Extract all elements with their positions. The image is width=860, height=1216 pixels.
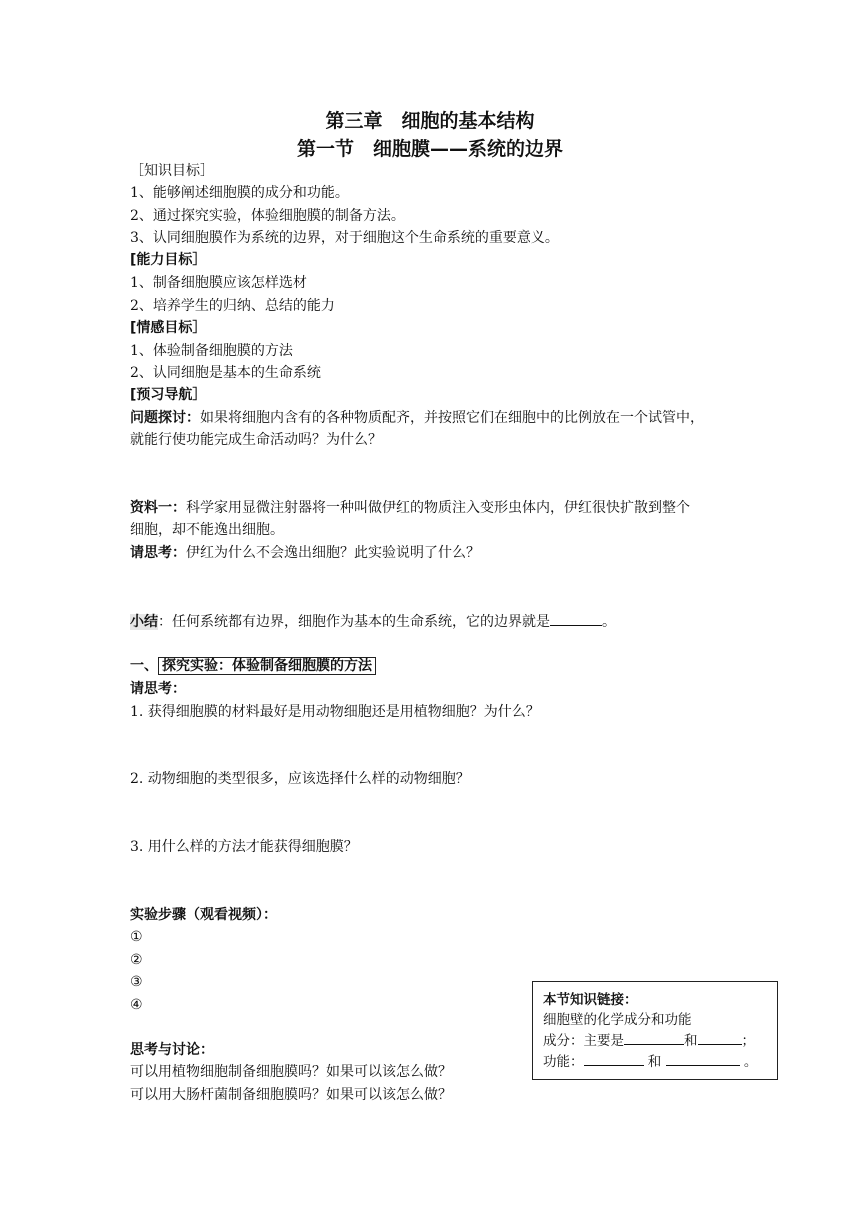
function-blank-2[interactable] [666, 1051, 740, 1066]
section1-heading [130, 657, 376, 675]
composition-and: 和 [684, 1033, 698, 1049]
material-label: 资料一： [130, 500, 186, 516]
knowledge-heading: ［知识目标］ [130, 163, 214, 179]
step-item: ③ [130, 974, 143, 990]
knowledge-item: 3、认同细胞膜作为系统的边界，对于细胞这个生命系统的重要意义。 [130, 230, 559, 246]
think-text: 伊红为什么不会逸出细胞？此实验说明了什么？ [186, 545, 480, 561]
section1-title: 探究实验：体验制备细胞膜的方法 [158, 657, 376, 675]
steps-heading: 实验步骤（观看视频）： [130, 907, 277, 923]
function-label: 功能： [543, 1054, 584, 1070]
discuss-item: 可以用大肠杆菌制备细胞膜吗？如果可以该怎么做？ [130, 1087, 452, 1103]
material-text: 科学家用显微注射器将一种叫做伊红的物质注入变形虫体内，伊红很快扩散到整个 [186, 500, 690, 516]
step-item: ② [130, 952, 143, 968]
summary-label: 小结 [130, 614, 158, 630]
composition-label: 成分：主要是 [543, 1033, 624, 1049]
think-label: 请思考： [130, 545, 186, 561]
link-box-heading: 本节知识链接： [543, 992, 638, 1008]
link-box-line: 细胞壁的化学成分和功能 [543, 1012, 692, 1028]
ability-heading: [能力目标］ [130, 252, 207, 268]
summary-end: 。 [602, 614, 616, 630]
section1-number: 一、 [130, 658, 158, 674]
link-box-composition [543, 1030, 767, 1051]
knowledge-link-box [532, 981, 778, 1080]
discuss-heading: 思考与讨论： [130, 1042, 214, 1058]
question-line-2: 就能行使功能完成生命活动吗？为什么？ [130, 432, 382, 448]
question-label: 问题探讨： [130, 410, 200, 426]
emotion-item: 1、体验制备细胞膜的方法 [130, 343, 293, 359]
material-line-2: 细胞，却不能逸出细胞。 [130, 522, 284, 538]
emotion-item: 2、认同细胞是基本的生命系统 [130, 365, 321, 381]
function-blank-1[interactable] [584, 1051, 644, 1066]
summary-line [130, 611, 616, 631]
section-title: 第一节 细胞膜——系统的边界 [296, 138, 563, 160]
knowledge-item: 2、通过探究实验，体验细胞膜的制备方法。 [130, 208, 405, 224]
link-box-function [543, 1051, 767, 1072]
summary-text: ：任何系统都有边界，细胞作为基本的生命系统，它的边界就是 [158, 614, 550, 630]
summary-blank[interactable] [550, 611, 602, 626]
composition-end: ； [741, 1033, 755, 1049]
chapter-title: 第三章 细胞的基本结构 [325, 110, 535, 132]
question-3: 3. 用什么样的方法才能获得细胞膜？ [130, 839, 358, 855]
section1-think-heading: 请思考： [130, 681, 186, 697]
material-line [130, 499, 690, 517]
step-item: ① [130, 929, 143, 945]
question-2: 2. 动物细胞的类型很多，应该选择什么样的动物细胞？ [130, 771, 470, 787]
ability-item: 1、制备细胞膜应该怎样选材 [130, 275, 307, 291]
emotion-heading: [情感目标］ [130, 320, 207, 336]
function-end: 。 [743, 1054, 758, 1070]
question-text: 如果将细胞内含有的各种物质配齐，并按照它们在细胞中的比例放在一个试管中， [200, 410, 704, 426]
question-line [130, 409, 704, 427]
function-and: 和 [647, 1054, 662, 1070]
question-1: 1. 获得细胞膜的材料最好是用动物细胞还是用植物细胞？为什么？ [130, 704, 540, 720]
step-item: ④ [130, 997, 143, 1013]
composition-blank-1[interactable] [624, 1030, 684, 1045]
ability-item: 2、培养学生的归纳、总结的能力 [130, 298, 335, 314]
preview-heading: [预习导航］ [130, 387, 207, 403]
think-line [130, 544, 480, 562]
discuss-item: 可以用植物细胞制备细胞膜吗？如果可以该怎么做？ [130, 1064, 452, 1080]
knowledge-item: 1、能够阐述细胞膜的成分和功能。 [130, 185, 349, 201]
composition-blank-2[interactable] [698, 1030, 742, 1045]
